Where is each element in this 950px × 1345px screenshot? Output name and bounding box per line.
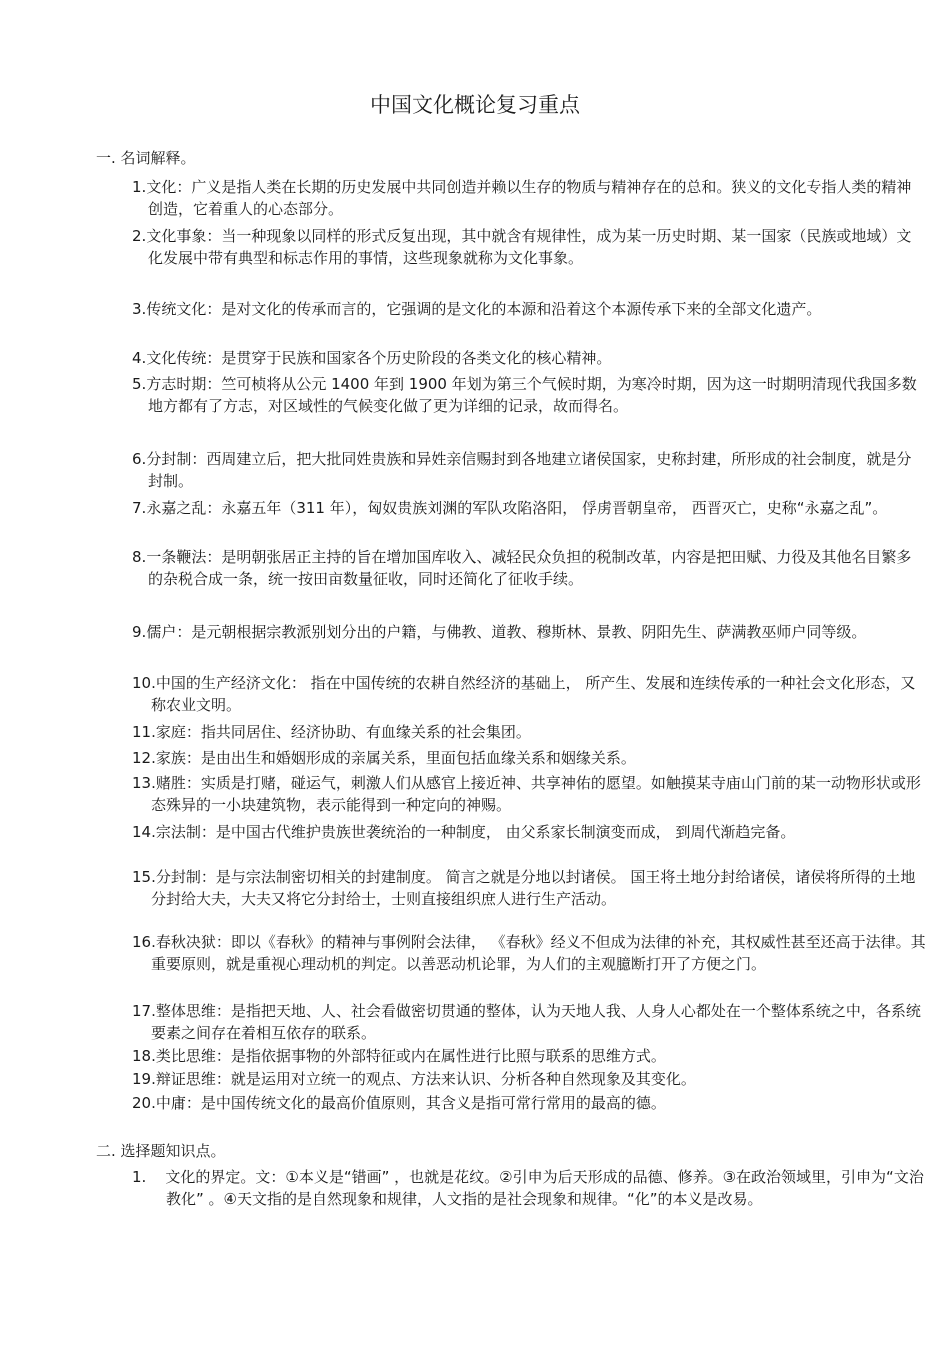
choice-item: 1. 文化的界定。文：①本义是“错画” ，也就是花纹。②引申为后天形成的品德、修养。③在政治领域里，引申为“文治教化” 。④天文指的是自然现象和规律，人文指的是社会现象和规律。“化”的本义是改易。 [132,1168,924,1208]
term-item: 14.宗法制：是中国古代维护贵族世袭统治的一种制度， 由父系家长制演变而成， 到周代渐趋完备。 [132,823,796,841]
term-item: 15.分封制：是与宗法制密切相关的封建制度。 简言之就是分地以封诸侯。 国王将土地分封给诸侯，诸侯将所得的土地分封给大夫，大夫又将它分封给士，士则直接组织庶人进行生产活动。 [132,868,916,908]
term-item: 12.家族：是由出生和婚姻形成的亲属关系，里面包括血缘关系和姻缘关系。 [132,749,636,767]
term-item: 18.类比思维：是指依据事物的外部特征或内在属性进行比照与联系的思维方式。 [132,1047,666,1065]
term-item: 8.一条鞭法：是明朝张居正主持的旨在增加国库收入、减轻民众负担的税制改革，内容是把田赋、力役及其他名目繁多的杂税合成一条，统一按田亩数量征收，同时还简化了征收手续。 [132,548,912,588]
term-item: 16.春秋决狱：即以《春秋》的精神与事例附会法律， 《春秋》经义不但成为法律的补充，其权威性甚至还高于法律。其重要原则，就是重视心理动机的判定。以善恶动机论罪，为人们的主观臆断打开了方便之门。 [132,933,926,973]
term-item: 19.辩证思维：就是运用对立统一的观点、方法来认识、分析各种自然现象及其变化。 [132,1070,696,1088]
term-item: 11.家庭：指共同居住、经济协助、有血缘关系的社会集团。 [132,723,531,741]
term-item: 10.中国的生产经济文化： 指在中国传统的农耕自然经济的基础上， 所产生、发展和连续传承的一种社会文化形态，又称农业文明。 [132,674,916,714]
term-item: 3.传统文化：是对文化的传承而言的，它强调的是文化的本源和沿着这个本源传承下来的全部文化遗产。 [132,300,822,318]
section-heading-terms: 一. 名词解释。 [96,149,196,167]
document-title: 中国文化概论复习重点 [370,93,580,117]
term-item: 9.儒户：是元朝根据宗教派别划分出的户籍，与佛教、道教、穆斯林、景教、阴阳先生、萨满教巫师户同等级。 [132,623,867,641]
section-heading-choice: 二. 选择题知识点。 [96,1142,226,1160]
term-item: 13.赌胜：实质是打赌，碰运气，刺激人们从感官上接近神、共享神佑的愿望。如触摸某寺庙山门前的某一动物形状或形态殊异的一小块建筑物，表示能得到一种定向的神赐。 [132,774,921,814]
term-item: 2.文化事象：当一种现象以同样的形式反复出现，其中就含有规律性，成为某一历史时期、某一国家（民族或地域）文化发展中带有典型和标志作用的事情，这些现象就称为文化事象。 [132,227,912,267]
term-item: 6.分封制：西周建立后，把大批同姓贵族和异姓亲信赐封到各地建立诸侯国家，史称封建，所形成的社会制度，就是分封制。 [132,450,912,490]
term-item: 7.永嘉之乱：永嘉五年（311 年），匈奴贵族刘渊的军队攻陷洛阳， 俘虏晋朝皇帝， 西晋灭亡，史称“永嘉之乱”。 [132,499,888,517]
term-item: 4.文化传统：是贯穿于民族和国家各个历史阶段的各类文化的核心精神。 [132,349,612,367]
term-item: 17.整体思维：是指把天地、人、社会看做密切贯通的整体，认为天地人我、人身人心都处在一个整体系统之中，各系统要素之间存在着相互依存的联系。 [132,1002,921,1042]
term-item: 5.方志时期：竺可桢将从公元 1400 年到 1900 年划为第三个气候时期，为寒冷时期，因为这一时期明清现代我国多数地方都有了方志，对区域性的气候变化做了更为详细的记录，故而得名。 [132,375,917,415]
term-item: 1.文化：广义是指人类在长期的历史发展中共同创造并赖以生存的物质与精神存在的总和。狭义的文化专指人类的精神创造，它着重人的心态部分。 [132,178,912,218]
term-item: 20.中庸：是中国传统文化的最高价值原则，其含义是指可常行常用的最高的德。 [132,1094,666,1112]
